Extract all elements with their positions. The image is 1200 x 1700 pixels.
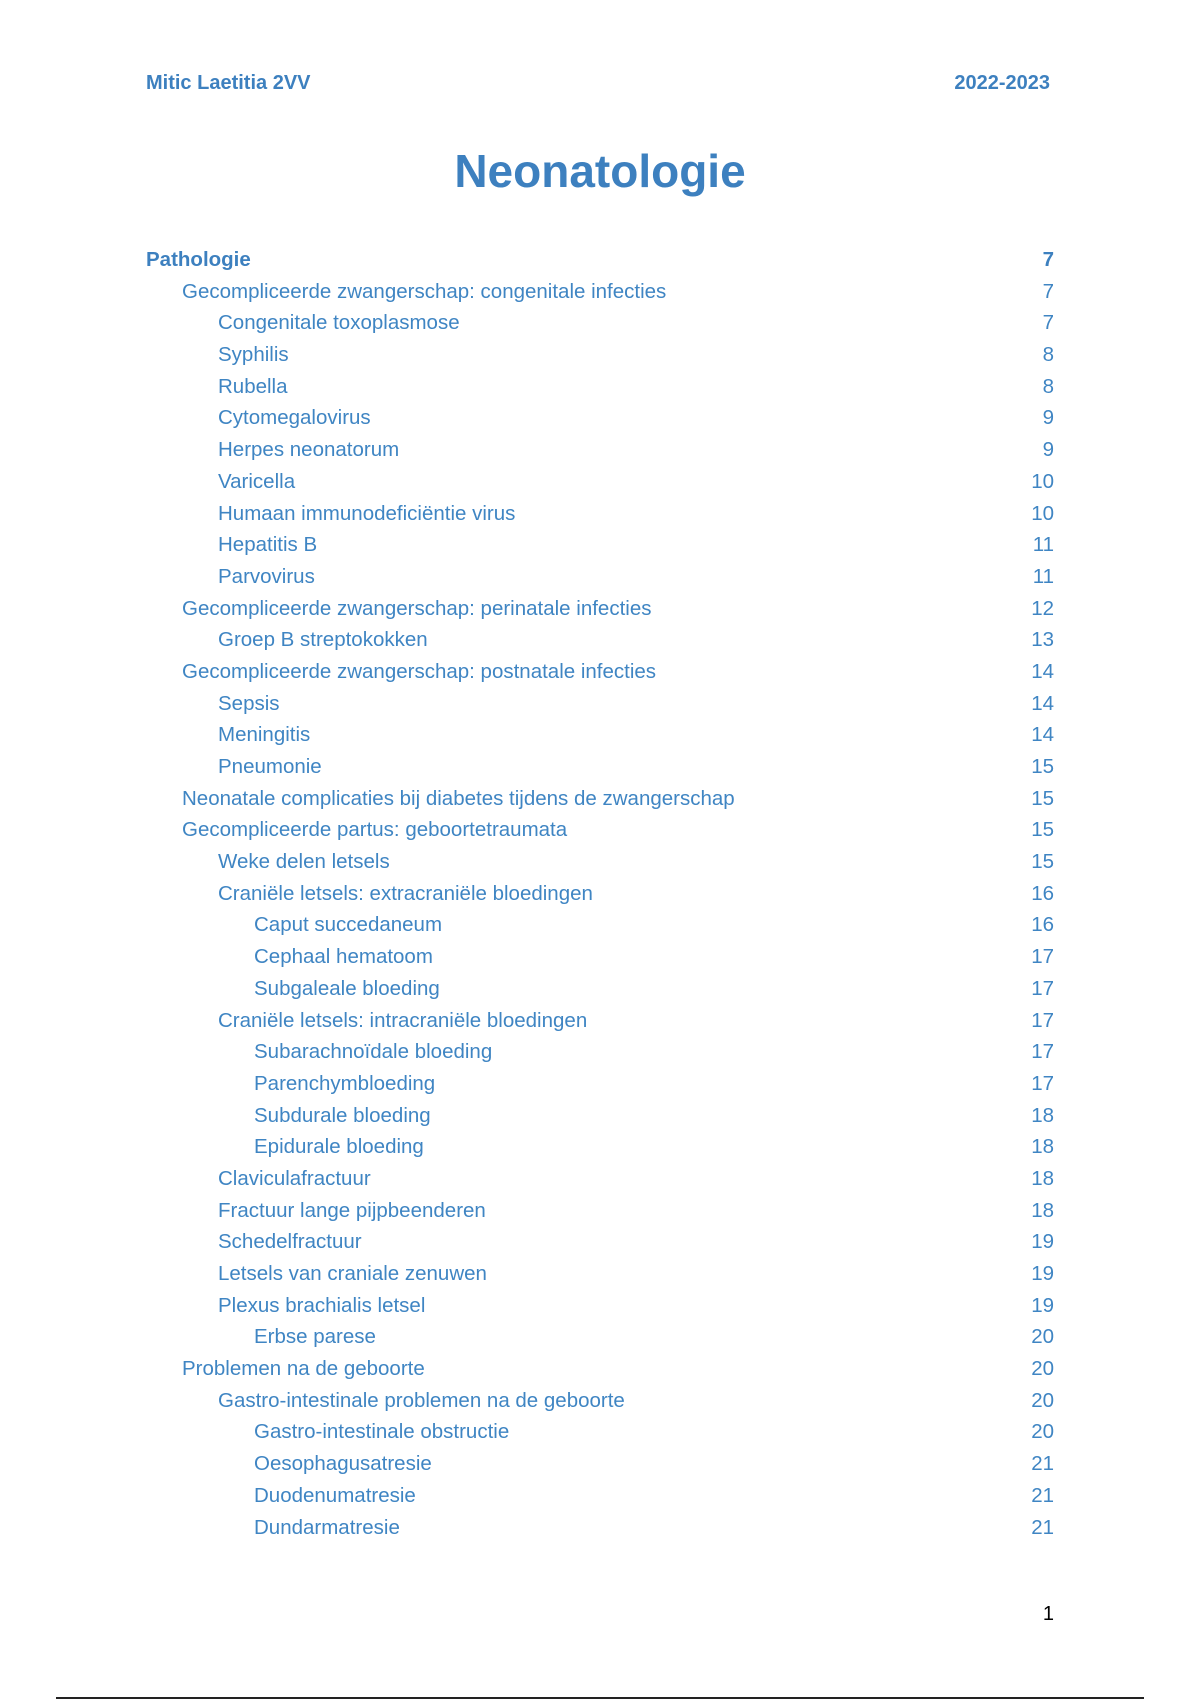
toc-entry[interactable] bbox=[146, 723, 1054, 755]
toc-entry[interactable] bbox=[146, 375, 1054, 407]
toc-entry[interactable] bbox=[146, 818, 1054, 850]
toc-entry-label: Humaan immunodeficiëntie virus bbox=[218, 501, 516, 525]
toc-entry-page: 7 bbox=[1042, 248, 1054, 271]
toc-entry-label: Gastro-intestinale problemen na de geboorte bbox=[218, 1388, 625, 1412]
toc-entry-label: Congenitale toxoplasmose bbox=[218, 311, 460, 335]
toc-entry-label: Gecompliceerde zwangerschap: perinatale infecties bbox=[182, 596, 652, 620]
toc-entry[interactable] bbox=[146, 1484, 1054, 1516]
toc-entry-page: 17 bbox=[1031, 945, 1054, 969]
toc-entry-page: 15 bbox=[1031, 850, 1054, 874]
toc-entry[interactable] bbox=[146, 755, 1054, 787]
toc-entry-label: Groep B streptokokken bbox=[218, 628, 428, 652]
toc-entry[interactable] bbox=[146, 565, 1054, 597]
toc-entry-label: Epidurale bloeding bbox=[254, 1135, 424, 1159]
toc-entry-page: 21 bbox=[1031, 1483, 1054, 1507]
toc-entry[interactable] bbox=[146, 438, 1054, 470]
toc-entry-page: 7 bbox=[1042, 311, 1054, 335]
toc-entry[interactable] bbox=[146, 280, 1054, 312]
toc-entry[interactable] bbox=[146, 945, 1054, 977]
toc-entry-label: Cytomegalovirus bbox=[218, 406, 371, 430]
toc-entry-page: 7 bbox=[1042, 279, 1054, 303]
toc-entry[interactable] bbox=[146, 882, 1054, 914]
toc-entry[interactable] bbox=[146, 1199, 1054, 1231]
toc-entry-page: 17 bbox=[1031, 976, 1054, 1000]
toc-entry[interactable] bbox=[146, 1167, 1054, 1199]
toc-entry[interactable] bbox=[146, 1104, 1054, 1136]
toc-entry-label: Subgaleale bloeding bbox=[254, 976, 440, 1000]
toc-entry-label: Fractuur lange pijpbeenderen bbox=[218, 1198, 486, 1222]
toc-entry[interactable] bbox=[146, 1230, 1054, 1262]
toc-entry-page: 18 bbox=[1031, 1135, 1054, 1159]
toc-entry[interactable] bbox=[146, 502, 1054, 534]
toc-entry-label: Cephaal hematoom bbox=[254, 945, 433, 969]
toc-entry-label: Pneumonie bbox=[218, 755, 322, 778]
header-year: 2022-2023 bbox=[954, 72, 1050, 94]
toc-entry-label: Dundarmatresie bbox=[254, 1515, 400, 1539]
toc-entry-page: 14 bbox=[1031, 723, 1054, 747]
toc-entry-label: Craniële letsels: extracraniële bloedingen bbox=[218, 881, 593, 905]
toc-entry-page: 14 bbox=[1031, 691, 1054, 715]
toc-entry[interactable] bbox=[146, 1262, 1054, 1294]
toc-entry-label: Oesophagusatresie bbox=[254, 1452, 432, 1476]
toc-entry-label: Herpes neonatorum bbox=[218, 438, 400, 462]
toc-entry-page: 19 bbox=[1031, 1230, 1054, 1254]
toc-entry[interactable] bbox=[146, 787, 1054, 819]
toc-entry[interactable] bbox=[146, 597, 1054, 629]
toc-entry[interactable] bbox=[146, 850, 1054, 882]
toc-entry-page: 16 bbox=[1031, 913, 1054, 937]
toc-entry-page: 19 bbox=[1031, 1262, 1054, 1285]
toc-entry[interactable] bbox=[146, 1452, 1054, 1484]
toc-entry-label: Rubella bbox=[218, 374, 288, 398]
toc-entry-page: 18 bbox=[1031, 1166, 1054, 1190]
toc-entry-label: Gecompliceerde zwangerschap: postnatale infecties bbox=[182, 659, 657, 683]
toc-entry-label: Hepatitis B bbox=[218, 533, 318, 557]
toc-entry[interactable] bbox=[146, 660, 1054, 692]
toc-entry[interactable] bbox=[146, 913, 1054, 945]
toc-entry-label: Letsels van craniale zenuwen bbox=[218, 1262, 487, 1285]
toc-entry-label: Meningitis bbox=[218, 723, 311, 747]
toc-entry[interactable] bbox=[146, 1072, 1054, 1104]
toc-entry-label: Sepsis bbox=[218, 691, 280, 715]
page-number: 1 bbox=[1042, 1603, 1054, 1625]
toc-entry-page: 21 bbox=[1031, 1452, 1054, 1476]
toc-entry[interactable] bbox=[146, 1135, 1054, 1167]
toc-entry[interactable] bbox=[146, 1357, 1054, 1389]
toc-entry-page: 15 bbox=[1031, 818, 1054, 842]
toc-entry[interactable] bbox=[146, 1040, 1054, 1072]
toc-entry[interactable] bbox=[146, 1420, 1054, 1452]
toc-entry-page: 8 bbox=[1042, 374, 1054, 398]
toc-entry-label: Neonatale complicaties bij diabetes tijdens de zwangerschap bbox=[182, 786, 735, 810]
toc-entry-label: Parenchymbloeding bbox=[254, 1071, 436, 1095]
toc-entry-label: Weke delen letsels bbox=[218, 850, 390, 874]
toc-entry[interactable] bbox=[146, 628, 1054, 660]
toc-entry[interactable] bbox=[146, 977, 1054, 1009]
toc-entry-page: 9 bbox=[1042, 438, 1054, 462]
toc-entry-page: 21 bbox=[1031, 1515, 1054, 1539]
toc-entry-label: Craniële letsels: intracraniële bloedingen bbox=[218, 1008, 588, 1032]
toc-entry-label: Varicella bbox=[218, 469, 296, 493]
toc-entry-label: Schedelfractuur bbox=[218, 1230, 362, 1254]
page-title: Neonatologie bbox=[454, 145, 746, 197]
toc-entry[interactable] bbox=[146, 470, 1054, 502]
toc-entry-label: Syphilis bbox=[218, 343, 289, 367]
toc-entry-page: 18 bbox=[1031, 1198, 1054, 1222]
toc-entry[interactable] bbox=[146, 343, 1054, 375]
toc-entry[interactable] bbox=[146, 1389, 1054, 1421]
toc-entry-page: 17 bbox=[1031, 1071, 1054, 1095]
toc-entry[interactable] bbox=[146, 1325, 1054, 1357]
toc-entry-page: 17 bbox=[1031, 1008, 1054, 1032]
toc-entry-label: Caput succedaneum bbox=[254, 913, 443, 937]
toc-entry-label: Plexus brachialis letsel bbox=[218, 1293, 426, 1317]
toc-entry-page: 13 bbox=[1031, 628, 1054, 652]
toc-entry-label: Parvovirus bbox=[218, 564, 315, 588]
toc-entry-page: 8 bbox=[1042, 343, 1054, 367]
toc-entry-label: Gastro-intestinale obstructie bbox=[254, 1420, 510, 1444]
toc-entry-page: 20 bbox=[1031, 1325, 1054, 1349]
toc-entry-page: 20 bbox=[1031, 1357, 1054, 1381]
toc-entry[interactable] bbox=[146, 1009, 1054, 1041]
toc-entry[interactable] bbox=[146, 311, 1054, 343]
header-author: Mitic Laetitia 2VV bbox=[146, 72, 311, 94]
toc-entry-label: Problemen na de geboorte bbox=[182, 1357, 425, 1381]
toc-entry-label: Erbse parese bbox=[254, 1325, 376, 1349]
toc-entry[interactable] bbox=[146, 692, 1054, 724]
toc-entry-page: 12 bbox=[1031, 596, 1054, 620]
toc-entry-page: 20 bbox=[1031, 1388, 1054, 1412]
toc-entry-label: Gecompliceerde zwangerschap: congenitale infecties bbox=[182, 279, 667, 303]
footer-divider bbox=[56, 1697, 1144, 1699]
toc-entry[interactable] bbox=[146, 406, 1054, 438]
toc-entry-page: 9 bbox=[1042, 406, 1054, 430]
toc-entry-page: 10 bbox=[1031, 469, 1054, 493]
table-of-contents bbox=[146, 248, 1054, 1547]
toc-entry-page: 15 bbox=[1031, 755, 1054, 778]
toc-entry-page: 18 bbox=[1031, 1103, 1054, 1127]
toc-entry[interactable] bbox=[146, 1294, 1054, 1326]
toc-entry-label: Subarachnoïdale bloeding bbox=[254, 1040, 493, 1064]
toc-entry[interactable] bbox=[146, 1516, 1054, 1548]
toc-entry[interactable] bbox=[146, 248, 1054, 280]
toc-entry-label: Claviculafractuur bbox=[218, 1166, 371, 1190]
toc-entry-page: 16 bbox=[1031, 881, 1054, 905]
toc-entry-label: Gecompliceerde partus: geboortetraumata bbox=[182, 818, 568, 842]
toc-entry-page: 17 bbox=[1031, 1040, 1054, 1064]
toc-entry-page: 11 bbox=[1032, 564, 1054, 588]
toc-entry[interactable] bbox=[146, 533, 1054, 565]
toc-entry-page: 19 bbox=[1031, 1293, 1054, 1317]
toc-entry-page: 20 bbox=[1031, 1420, 1054, 1444]
toc-entry-label: Duodenumatresie bbox=[254, 1483, 416, 1507]
toc-entry-page: 11 bbox=[1032, 533, 1054, 557]
toc-entry-label: Pathologie bbox=[146, 248, 251, 271]
toc-entry-page: 15 bbox=[1031, 786, 1054, 810]
toc-entry-page: 14 bbox=[1031, 659, 1054, 683]
toc-entry-page: 10 bbox=[1031, 501, 1054, 525]
toc-entry-label: Subdurale bloeding bbox=[254, 1103, 431, 1127]
